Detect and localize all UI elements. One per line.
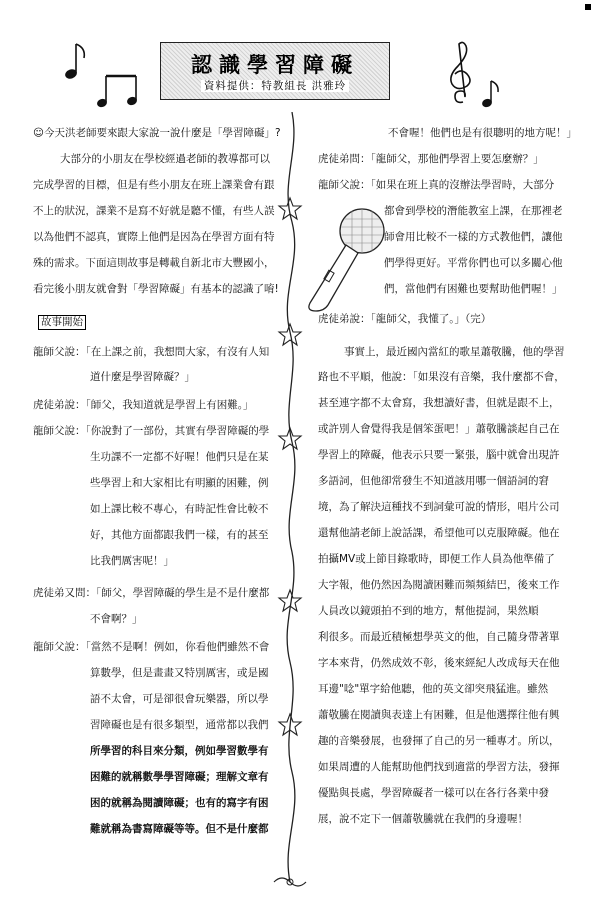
- text-line: 或許別人會覺得我是個笨蛋吧！」蕭敬騰談起自己在: [318, 423, 560, 435]
- microphone-icon: [300, 205, 392, 313]
- text-line: 多語詞，但他卻常發生不知道該用哪一個語詞的窘: [318, 475, 549, 487]
- text-line: 算數學，但是畫畫又特別厲害，或是國: [90, 667, 269, 679]
- text-line: 好，其他方面都跟我們一樣，有的甚至: [90, 529, 269, 541]
- text-line: 虎徒弟說：「龍師父，我懂了。」（完）: [318, 313, 492, 325]
- text-line: 所學習的科目來分類，例如學習數學有: [90, 745, 269, 757]
- text-line: 大部分的小朋友在學校經過老師的教導都可以: [60, 153, 270, 165]
- text-line: 虎徒弟說：「師父，我知道就是學習上有困難。」: [33, 399, 254, 411]
- text-line: 們，當他們有困難也要幫助他們喔！」: [384, 283, 563, 295]
- text-line: 趣的音樂發展，也發揮了自己的另一種專才。所以，: [318, 735, 560, 747]
- text-line: 如上課比較不專心，有時記性會比較不: [90, 503, 269, 515]
- text-line: 路也不平順，他說：「如果沒有音樂，我什麼都不會，: [318, 371, 565, 383]
- text-line: 虎徒弟又問：「師父，學習障礙的學生是不是什麼都: [33, 587, 270, 599]
- swirl-ornament-icon: [270, 872, 310, 892]
- credit-line: 資料提供：特教組長 洪雅玲: [201, 80, 349, 92]
- text-line: 還幫他請老師上說話課，希望他可以克服障礙。他在: [318, 527, 560, 539]
- text-line: 困難的就稱數學學習障礙；理解文章有: [90, 771, 269, 783]
- text-line: 如果周遭的人能幫助他們找到適當的學習方法，發揮: [318, 761, 560, 773]
- treble-clef-icon: [445, 38, 479, 108]
- text-line: 事實上，最近國內當紅的歌星蕭敬騰，他的學習: [344, 346, 565, 358]
- text-line: 展，說不定下一個蕭敬騰就在我們的身邊喔！: [318, 813, 528, 825]
- text-line: 語不太會，可是卻很會玩樂器，所以學: [90, 693, 269, 705]
- page-title: 認識學習障礙: [191, 52, 359, 77]
- text-line: 師會用比較不一樣的方式教他們，讓他: [384, 231, 563, 243]
- text-line: 優點與長處，學習障礙者一樣可以在各行各業中發: [318, 787, 549, 799]
- text-line: 人員改以鏡頭拍不到的地方，幫他提詞，果然順: [318, 605, 539, 617]
- text-line: 道什麼是學習障礙？」: [90, 371, 195, 383]
- text-line: 龍師父說：「當然不是啊！例如，你看他們雖然不會: [33, 641, 270, 653]
- text-line: 都會到學校的潛能教室上課，在那裡老: [384, 205, 563, 217]
- text-line: 蕭敬騰在閱讀與表達上有困難，但是他選擇往他有興: [318, 709, 560, 721]
- text-line: 拍攝MV或上節目錄歌時，即便工作人員為他準備了: [318, 553, 555, 565]
- title-banner: [160, 42, 390, 100]
- text-line: 比我們厲害呢！」: [90, 555, 174, 567]
- beamed-notes-icon: [96, 70, 146, 110]
- text-line: 不會喔！他們也是有很聰明的地方呢！」: [388, 127, 577, 139]
- text-line: 故事開始: [38, 315, 86, 330]
- text-line: 以為他們不認真，實際上他們是因為在學習方面有特: [33, 231, 275, 243]
- text-line: 生功課不一定都不好喔！他們只是在某: [90, 451, 269, 463]
- text-line: 習障礙也是有很多類型，通常都以我們: [90, 719, 269, 731]
- eighth-note-icon: [480, 78, 504, 110]
- text-line: ☺今天洪老師要來跟大家說一說什麼是「學習障礙」?: [33, 127, 281, 139]
- text-line: 境，為了解決這種找不到詞彙可說的情形，唱片公司: [318, 501, 560, 513]
- text-line: 字本來背，仍然成效不彰，後來經紀人改成每天在他: [318, 657, 560, 669]
- text-line: 利很多。而最近積極想學英文的他，自己隨身帶著單: [318, 631, 560, 643]
- text-line: 不上的狀況，課業不是寫不好就是聽不懂，有些人誤: [33, 205, 275, 217]
- text-line: 們學得更好。平常你們也可以多關心他: [384, 257, 563, 269]
- text-line: 些學習上和大家相比有明顯的困難，例: [90, 477, 269, 489]
- text-line: 困的就稱為閱讀障礙；也有的寫字有困: [90, 797, 269, 809]
- text-line: 龍師父說：「在上課之前，我想問大家，有沒有人知: [33, 346, 270, 358]
- text-line: 龍師父說：「你說對了一部份，其實有學習障礙的學: [33, 425, 270, 437]
- text-line: 完成學習的目標，但是有些小朋友在班上課業會有跟: [33, 179, 275, 191]
- text-line: 殊的需求。下面這則故事是轉載自新北市大豐國小，: [33, 257, 275, 269]
- text-line: 耳邊"唸"單字給他聽，他的英文卻突飛猛進。雖然: [318, 683, 549, 695]
- text-line: 龍師父說：「如果在班上真的沒辦法學習時，大部分: [318, 179, 555, 191]
- corner-mark: [585, 4, 591, 10]
- text-line: 甚至連字都不太會寫，我想讀好書，但就是跟不上，: [318, 397, 560, 409]
- text-line: 學習上的障礙，他表示只要一緊張，腦中就會出現許: [318, 449, 560, 461]
- text-line: 看完後小朋友就會對「學習障礙」有基本的認識了唷!: [33, 283, 279, 295]
- text-line: 難就稱為書寫障礙等等。但不是什麼都: [90, 823, 269, 835]
- music-note-icon: [62, 40, 92, 82]
- text-line: 不會啊？」: [90, 613, 143, 625]
- text-line: 大字報，他仍然因為閱讀困難而頻頻結巴，後來工作: [318, 579, 560, 591]
- text-line: 虎徒弟問：「龍師父，那他們學習上要怎麼辦？」: [318, 153, 544, 165]
